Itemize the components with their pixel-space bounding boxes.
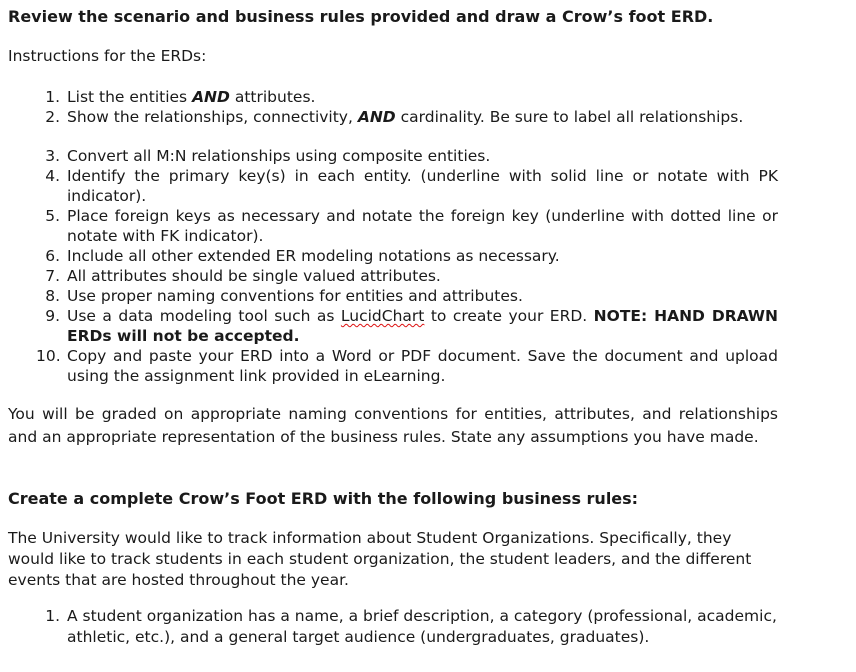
list-item (36, 266, 778, 286)
list-item (36, 206, 778, 246)
list-number: 1. (45, 88, 60, 106)
list-text: A student organization has a name, a brief description, a category (professional, academic, athletic, etc.), and a general target audience (undergraduates, graduates). (67, 607, 777, 646)
list-item (36, 246, 778, 266)
instructions-heading: Instructions for the ERDs: (8, 47, 207, 65)
grading-paragraph: You will be graded on appropriate naming conventions for entities, attributes, and relationships and an appropriate representation of the business rules. State any assumptions you have made. (8, 405, 778, 446)
page-title: Review the scenario and business rules provided and draw a Crow’s foot ERD. (8, 7, 714, 26)
list-number: 9. (45, 307, 60, 325)
list-item (36, 146, 778, 166)
list-text: Use proper naming conventions for entities and attributes. (67, 287, 523, 305)
list-number: 4. (45, 167, 60, 185)
note-text: NOTE: HAND DRAWN ERDs will not be accepted. (67, 307, 778, 345)
list-number: 6. (45, 247, 60, 265)
list-item (36, 306, 778, 346)
list-item (36, 346, 778, 386)
list-item (36, 286, 778, 306)
list-text: List the entities AND attributes. (67, 88, 316, 106)
list-text: Show the relationships, connectivity, AND cardinality. Be sure to label all relationships. (67, 108, 744, 126)
emphasis: AND (357, 108, 396, 126)
list-text: Place foreign keys as necessary and notate the foreign key (underline with dotted line or notate with FK indicator). (67, 207, 778, 245)
rules-heading: Create a complete Crow’s Foot ERD with the following business rules: (8, 489, 639, 508)
list-number: 1. (45, 607, 60, 625)
list-text: Identify the primary key(s) in each entity. (underline with solid line or notate with PK indicator). (67, 167, 778, 205)
list-number: 5. (45, 207, 60, 225)
scenario-paragraph: The University would like to track information about Student Organizations. Specifically, they would like to track students in each student organization, the student leaders, and the different events that are hosted throughout the year. (8, 529, 752, 589)
list-item (36, 166, 778, 206)
spellcheck-word: LucidChart (340, 307, 425, 325)
list-item (36, 107, 778, 127)
list-number: 2. (45, 108, 60, 126)
list-number: 7. (45, 267, 60, 285)
list-item (36, 606, 778, 648)
list-text: Copy and paste your ERD into a Word or PDF document. Save the document and upload using the assignment link provided in eLearning. (67, 347, 778, 385)
list-text: Convert all M:N relationships using composite entities. (67, 147, 491, 165)
list-text: Include all other extended ER modeling notations as necessary. (67, 247, 560, 265)
list-number: 3. (45, 147, 60, 165)
list-number: 10. (36, 347, 61, 365)
list-text: All attributes should be single valued attributes. (67, 267, 441, 285)
list-text: Use a data modeling tool such as LucidChart to create your ERD. NOTE: HAND DRAWN ERDs will not be accepted. (67, 307, 778, 345)
emphasis: AND (192, 88, 230, 106)
list-item (36, 87, 778, 107)
list-number: 8. (45, 287, 60, 305)
